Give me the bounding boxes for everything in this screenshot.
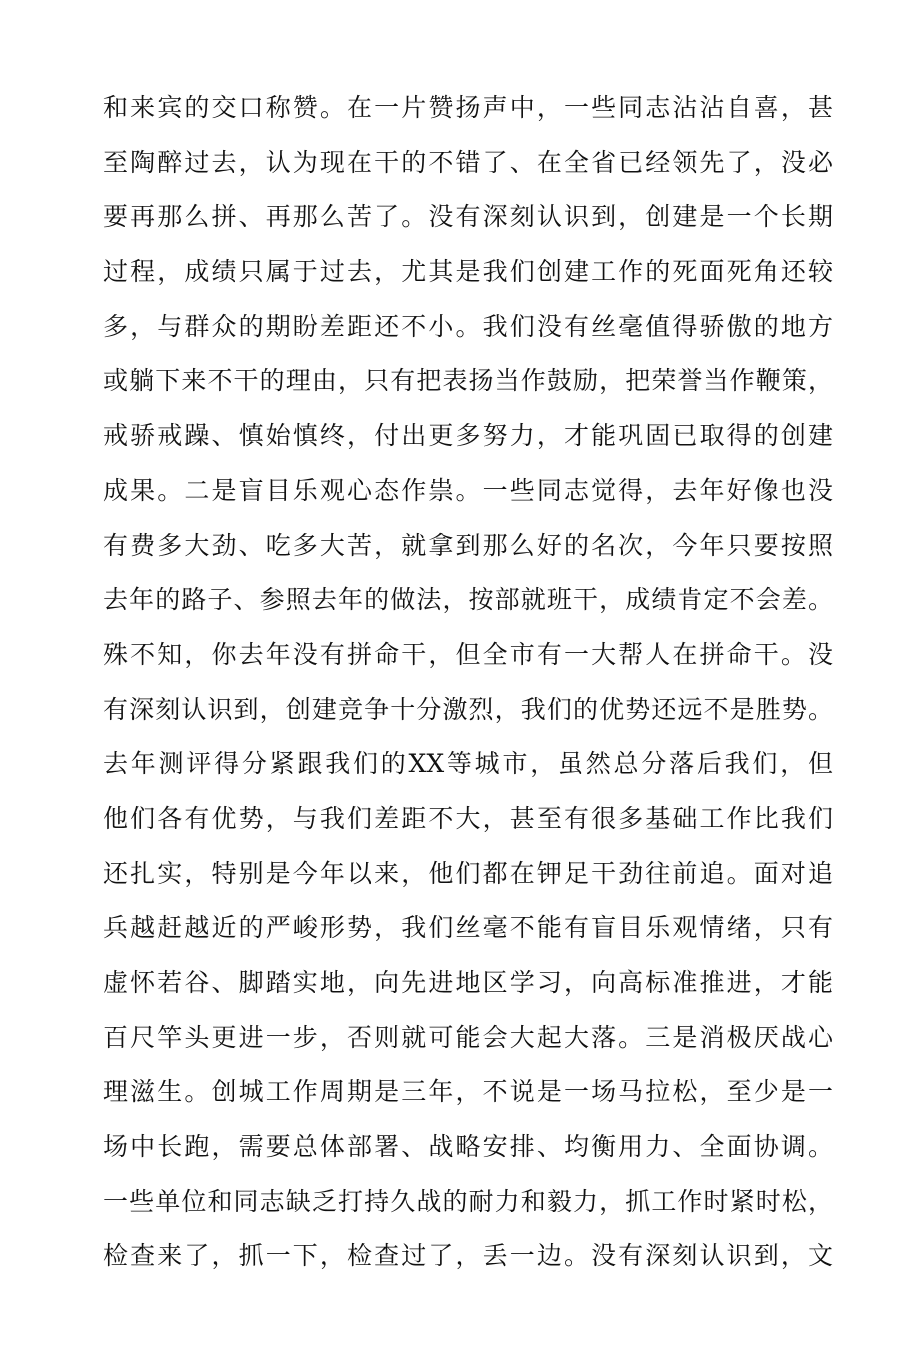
text-line: 检查来了，抓一下，检查过了，丢一边。没有深刻认识到，文 [103,1241,833,1271]
text-line: 去年测评得分紧跟我们的XX等城市，虽然总分落后我们，但 [103,749,833,779]
text-line: 还扎实，特别是今年以来，他们都在钾足干劲往前追。面对追 [103,858,833,888]
text-line: 要再那么拼、再那么苦了。没有深刻认识到，创建是一个长期 [103,202,833,232]
text-line: 和来宾的交口称赞。在一片赞扬声中，一些同志沾沾自喜，甚 [103,93,833,122]
text-line: 或躺下来不干的理由，只有把表扬当作鼓励，把荣誉当作鞭策， [103,366,833,396]
body-text [103,91,833,1294]
text-line: 百尺竿头更进一步，否则就可能会大起大落。三是消极厌战心 [103,1022,833,1052]
text-line: 有费多大劲、吃多大苦，就拿到那么好的名次，今年只要按照 [103,530,833,560]
text-line: 场中长跑，需要总体部署、战略安排、均衡用力、全面协调。 [103,1132,833,1162]
text-line: 至陶醉过去，认为现在干的不错了、在全省已经领先了，没必 [103,147,833,177]
text-line: 虚怀若谷、脚踏实地，向先进地区学习，向高标准推进，才能 [103,968,833,997]
text-line: 他们各有优势，与我们差距不大，甚至有很多基础工作比我们 [103,803,833,833]
text-line: 过程，成绩只属于过去，尤其是我们创建工作的死面死角还较 [103,257,833,287]
text-line: 殊不知，你去年没有拼命干，但全市有一大帮人在拼命干。没 [103,639,833,669]
text-line: 一些单位和同志缺乏打持久战的耐力和毅力，抓工作时紧时松， [103,1186,833,1216]
text-line: 成果。二是盲目乐观心态作祟。一些同志觉得，去年好像也没 [103,475,833,505]
text-line: 去年的路子、参照去年的做法，按部就班干，成绩肯定不会差。 [103,585,833,615]
text-line: 兵越赶越近的严峻形势，我们丝毫不能有盲目乐观情绪，只有 [103,913,833,943]
text-line: 理滋生。创城工作周期是三年，不说是一场马拉松，至少是一 [103,1077,833,1107]
text-line: 戒骄戒躁、慎始慎终，付出更多努力，才能巩固已取得的创建 [103,421,833,451]
text-line: 有深刻认识到，创建竞争十分激烈，我们的优势还远不是胜势。 [103,694,833,724]
text-line: 多，与群众的期盼差距还不小。我们没有丝毫值得骄傲的地方 [103,311,833,341]
